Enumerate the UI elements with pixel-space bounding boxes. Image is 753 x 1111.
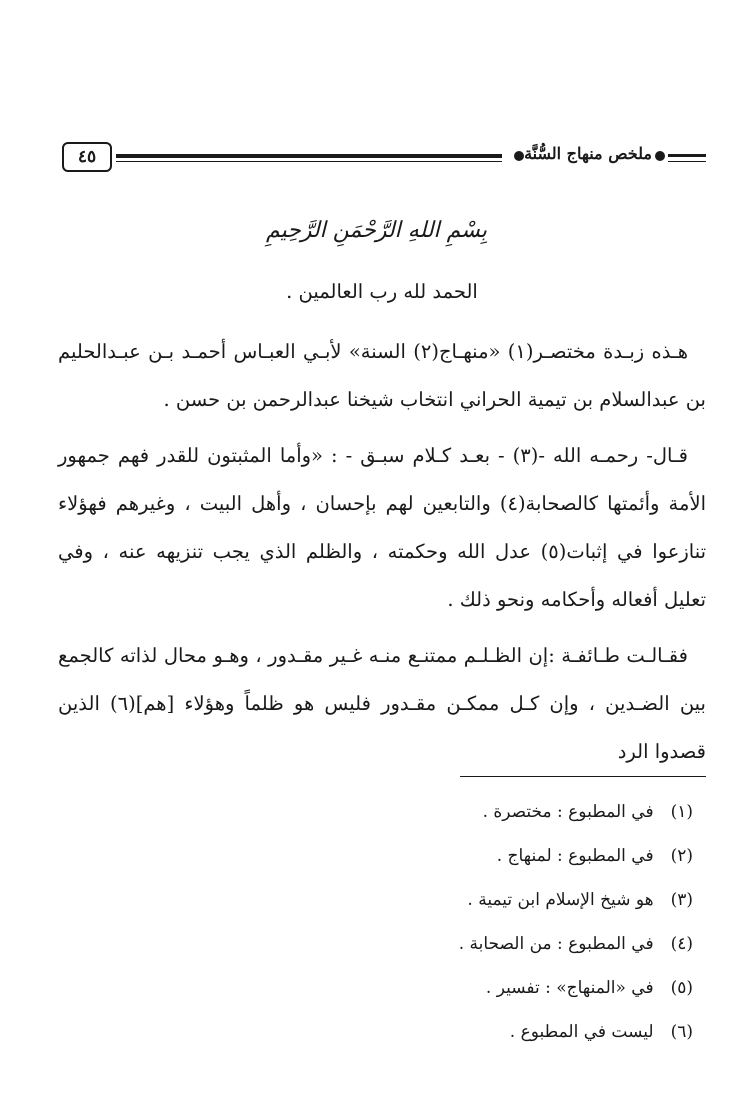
basmala: بِسْمِ اللهِ الرَّحْمَنِ الرَّحِيمِ xyxy=(265,218,488,243)
bullet-dot-icon xyxy=(514,151,524,161)
footnote-separator xyxy=(460,776,706,777)
footnote-number: (١) xyxy=(670,802,693,822)
paragraph: فقـالـت طـائفـة :إن الظـلـم ممتنـع منـه غـير مقـدور ، وهـو محال لذاته كالجمع بين الضـدين ، وإن كـل ممكـن مقـدور فليس هو ظلماً وهؤلاء [هم](٦) الذين قصدوا الرد xyxy=(58,644,706,763)
footnote-text: في «المنهاج» : تفسير . xyxy=(485,978,654,998)
footnote xyxy=(273,1010,693,1054)
footnotes xyxy=(273,790,693,1054)
footnote xyxy=(273,922,693,966)
paragraph: هـذه زبـدة مختصـر(١) «منهـاج(٢) السنة» لأبـي العبـاس أحمـد بـن عبـدالحليم بن عبدالسلام بن تيمية الحراني انتخاب شيخنا عبدالرحمن بن حسن . xyxy=(58,340,706,411)
footnote xyxy=(273,878,693,922)
header-rule xyxy=(116,154,502,158)
header-rule-thin xyxy=(116,161,502,162)
footnote xyxy=(273,966,693,1010)
footnote-text: هو شيخ الإسلام ابن تيمية . xyxy=(467,890,654,910)
footnote xyxy=(273,834,693,878)
header-rule-short xyxy=(668,154,706,157)
header-rule-short-thin xyxy=(668,161,706,162)
main-text xyxy=(58,268,706,784)
praise-line: الحمد لله رب العالمين . xyxy=(286,280,478,303)
footnote-number: (٤) xyxy=(670,934,693,954)
running-title: ملخص منهاج السُّنَّة xyxy=(524,144,652,163)
footnote-number: (٣) xyxy=(670,890,693,910)
paragraph: قـال- رحمـه الله -(٣) - بعـد كـلام سبـق - : «وأما المثبتون للقدر فهم جمهور الأمة وأئمتها كالصحابة(٤) والتابعين لهم بإحسان ، وأهل البيت ، وغيرهم فهؤلاء تنازعوا في إثبات(٥) عدل الله وحكمته ، والظلم الذي يجب تنزيهه عنه ، وفي تعليل أفعاله وأحكامه ونحو ذلك . xyxy=(58,444,707,611)
bullet-dot-icon xyxy=(655,151,665,161)
footnote-text: في المطبوع : من الصحابة . xyxy=(458,934,654,954)
footnote-text: في المطبوع : لمنهاج . xyxy=(496,846,654,866)
footnote-number: (٢) xyxy=(670,846,693,866)
footnote-text: في المطبوع : مختصرة . xyxy=(482,802,654,822)
footnote-number: (٥) xyxy=(670,978,693,998)
page-number: ٤٥ xyxy=(62,142,112,172)
footnote-number: (٦) xyxy=(670,1022,693,1042)
running-header xyxy=(62,140,706,176)
footnote xyxy=(273,790,693,834)
footnote-text: ليست في المطبوع . xyxy=(509,1022,654,1042)
